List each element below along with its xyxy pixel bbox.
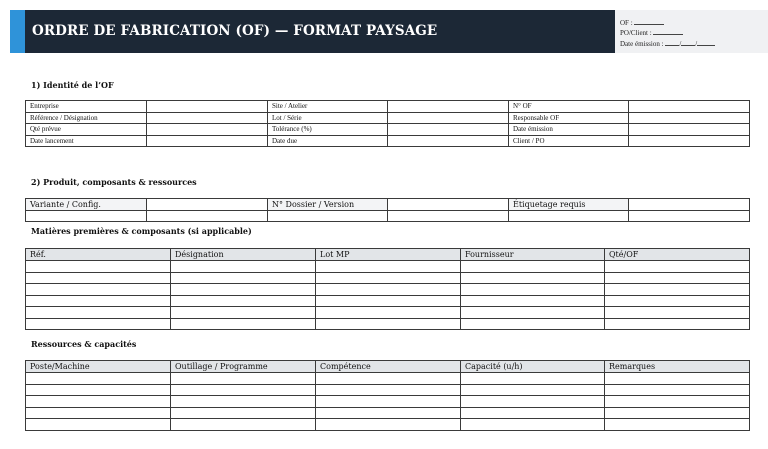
table-row <box>26 419 750 431</box>
column-header-competence: Compétence <box>316 361 461 373</box>
table-row <box>26 272 750 284</box>
resources-table <box>25 360 750 431</box>
outillage-programme-cell[interactable] <box>171 407 316 419</box>
column-header-poste-machine: Poste/Machine <box>26 361 171 373</box>
client-po-label: Client / PO <box>509 135 629 147</box>
fournisseur-cell[interactable] <box>461 272 605 284</box>
identity-row <box>26 124 750 136</box>
column-header-capacite-u-h: Capacité (u/h) <box>461 361 605 373</box>
remarques-cell[interactable] <box>605 373 750 385</box>
meta-of-label: OF : <box>620 19 633 27</box>
meta-date-day-blank[interactable] <box>665 38 679 46</box>
competence-cell[interactable] <box>316 407 461 419</box>
competence-cell[interactable] <box>316 419 461 431</box>
capacite-u-h-cell[interactable] <box>461 419 605 431</box>
column-header-ref: Réf. <box>26 249 171 261</box>
table-row <box>26 373 750 385</box>
section-identity-title: 1) Identité de l’OF <box>31 80 114 90</box>
ref-cell[interactable] <box>26 272 171 284</box>
designation-cell[interactable] <box>171 295 316 307</box>
competence-cell[interactable] <box>316 396 461 408</box>
capacite-u-h-cell[interactable] <box>461 396 605 408</box>
page-title: ORDRE DE FABRICATION (OF) — FORMAT PAYSAGE <box>32 23 438 39</box>
fournisseur-cell[interactable] <box>461 261 605 273</box>
column-header-qte-of: Qté/OF <box>605 249 750 261</box>
remarques-cell[interactable] <box>605 419 750 431</box>
product-extra-cell[interactable] <box>268 211 388 222</box>
competence-cell[interactable] <box>316 384 461 396</box>
identity-row <box>26 112 750 124</box>
ref-cell[interactable] <box>26 307 171 319</box>
column-header-lot-mp: Lot MP <box>316 249 461 261</box>
column-header-designation: Désignation <box>171 249 316 261</box>
materials-header-row <box>26 249 750 261</box>
meta-date-year-blank[interactable] <box>697 38 715 46</box>
date-lancement-field[interactable] <box>147 135 268 147</box>
meta-of-blank[interactable] <box>634 17 664 25</box>
header-accent-bar <box>10 10 25 53</box>
product-extra-cell[interactable] <box>509 211 629 222</box>
outillage-programme-cell[interactable] <box>171 373 316 385</box>
meta-po-client <box>620 27 683 37</box>
table-row <box>26 307 750 319</box>
etiquetage-label: Étiquetage requis <box>509 199 629 211</box>
dossier-version-label: N° Dossier / Version <box>268 199 388 211</box>
ref-cell[interactable] <box>26 261 171 273</box>
capacite-u-h-cell[interactable] <box>461 384 605 396</box>
fournisseur-cell[interactable] <box>461 318 605 330</box>
meta-date-month-blank[interactable] <box>681 38 695 46</box>
designation-cell[interactable] <box>171 318 316 330</box>
fournisseur-cell[interactable] <box>461 284 605 296</box>
qte-of-cell[interactable] <box>605 272 750 284</box>
lot-mp-cell[interactable] <box>316 307 461 319</box>
ref-cell[interactable] <box>26 318 171 330</box>
date-due-field[interactable] <box>388 135 509 147</box>
client-po-field[interactable] <box>629 135 750 147</box>
table-row <box>26 295 750 307</box>
lot-mp-cell[interactable] <box>316 284 461 296</box>
poste-machine-cell[interactable] <box>26 407 171 419</box>
meta-po-client-blank[interactable] <box>653 27 683 35</box>
ref-cell[interactable] <box>26 284 171 296</box>
qte-of-cell[interactable] <box>605 284 750 296</box>
table-row <box>26 396 750 408</box>
competence-cell[interactable] <box>316 373 461 385</box>
designation-cell[interactable] <box>171 272 316 284</box>
remarques-cell[interactable] <box>605 396 750 408</box>
column-header-remarques: Remarques <box>605 361 750 373</box>
remarques-cell[interactable] <box>605 384 750 396</box>
lot-serie-label: Lot / Série <box>268 112 388 124</box>
qte-of-cell[interactable] <box>605 307 750 319</box>
outillage-programme-cell[interactable] <box>171 396 316 408</box>
dossier-version-field[interactable] <box>388 199 509 211</box>
reference-designation-label: Référence / Désignation <box>26 112 147 124</box>
designation-cell[interactable] <box>171 261 316 273</box>
meta-date-emission-label: Date émission : <box>620 40 664 48</box>
fournisseur-cell[interactable] <box>461 295 605 307</box>
poste-machine-cell[interactable] <box>26 384 171 396</box>
section-product-title: 2) Produit, composants & ressources <box>31 177 197 187</box>
variant-config-label: Variante / Config. <box>26 199 147 211</box>
product-extra-cell[interactable] <box>147 211 268 222</box>
identity-table <box>25 100 750 147</box>
meta-date-emission: Date émission : / / <box>620 38 715 48</box>
column-header-outillage-programme: Outillage / Programme <box>171 361 316 373</box>
product-extra-cell[interactable] <box>629 211 750 222</box>
resources-header-row <box>26 361 750 373</box>
qte-of-cell[interactable] <box>605 261 750 273</box>
n-of-field[interactable] <box>629 101 750 113</box>
site-atelier-label: Site / Atelier <box>268 101 388 113</box>
header-meta-box <box>615 10 768 53</box>
resources-title: Ressources & capacités <box>31 339 137 349</box>
meta-of <box>620 17 664 27</box>
capacite-u-h-cell[interactable] <box>461 407 605 419</box>
table-row <box>26 384 750 396</box>
etiquetage-field[interactable] <box>629 199 750 211</box>
lot-mp-cell[interactable] <box>316 272 461 284</box>
responsable-of-field[interactable] <box>629 112 750 124</box>
capacite-u-h-cell[interactable] <box>461 373 605 385</box>
outillage-programme-cell[interactable] <box>171 384 316 396</box>
lot-mp-cell[interactable] <box>316 295 461 307</box>
poste-machine-cell[interactable] <box>26 419 171 431</box>
qte-of-cell[interactable] <box>605 318 750 330</box>
tolerance-field[interactable] <box>388 124 509 136</box>
lot-serie-field[interactable] <box>388 112 509 124</box>
table-row <box>26 318 750 330</box>
product-extra-cell[interactable] <box>26 211 147 222</box>
materials-table <box>25 248 750 330</box>
entreprise-field[interactable] <box>147 101 268 113</box>
site-atelier-field[interactable] <box>388 101 509 113</box>
variant-config-field[interactable] <box>147 199 268 211</box>
product-extra-cell[interactable] <box>388 211 509 222</box>
poste-machine-cell[interactable] <box>26 373 171 385</box>
identity-row <box>26 101 750 113</box>
n-of-label: N° OF <box>509 101 629 113</box>
identity-row <box>26 135 750 147</box>
document-header <box>10 10 615 53</box>
qte-prevue-field[interactable] <box>147 124 268 136</box>
qte-prevue-label: Qté prévue <box>26 124 147 136</box>
lot-mp-cell[interactable] <box>316 261 461 273</box>
date-due-label: Date due <box>268 135 388 147</box>
designation-cell[interactable] <box>171 307 316 319</box>
lot-mp-cell[interactable] <box>316 318 461 330</box>
qte-of-cell[interactable] <box>605 295 750 307</box>
table-row <box>26 284 750 296</box>
entreprise-label: Entreprise <box>26 101 147 113</box>
remarques-cell[interactable] <box>605 407 750 419</box>
column-header-fournisseur: Fournisseur <box>461 249 605 261</box>
date-emission-label: Date émission <box>509 124 629 136</box>
fournisseur-cell[interactable] <box>461 307 605 319</box>
outillage-programme-cell[interactable] <box>171 419 316 431</box>
date-emission-field[interactable] <box>629 124 750 136</box>
reference-designation-field[interactable] <box>147 112 268 124</box>
ref-cell[interactable] <box>26 295 171 307</box>
date-lancement-label: Date lancement <box>26 135 147 147</box>
product-table <box>25 198 750 222</box>
meta-po-client-label: PO/Client : <box>620 29 652 37</box>
designation-cell[interactable] <box>171 284 316 296</box>
table-row <box>26 261 750 273</box>
table-row <box>26 407 750 419</box>
materials-title: Matières premières & composants (si applicable) <box>31 226 252 236</box>
responsable-of-label: Responsable OF <box>509 112 629 124</box>
poste-machine-cell[interactable] <box>26 396 171 408</box>
tolerance-label: Tolérance (%) <box>268 124 388 136</box>
